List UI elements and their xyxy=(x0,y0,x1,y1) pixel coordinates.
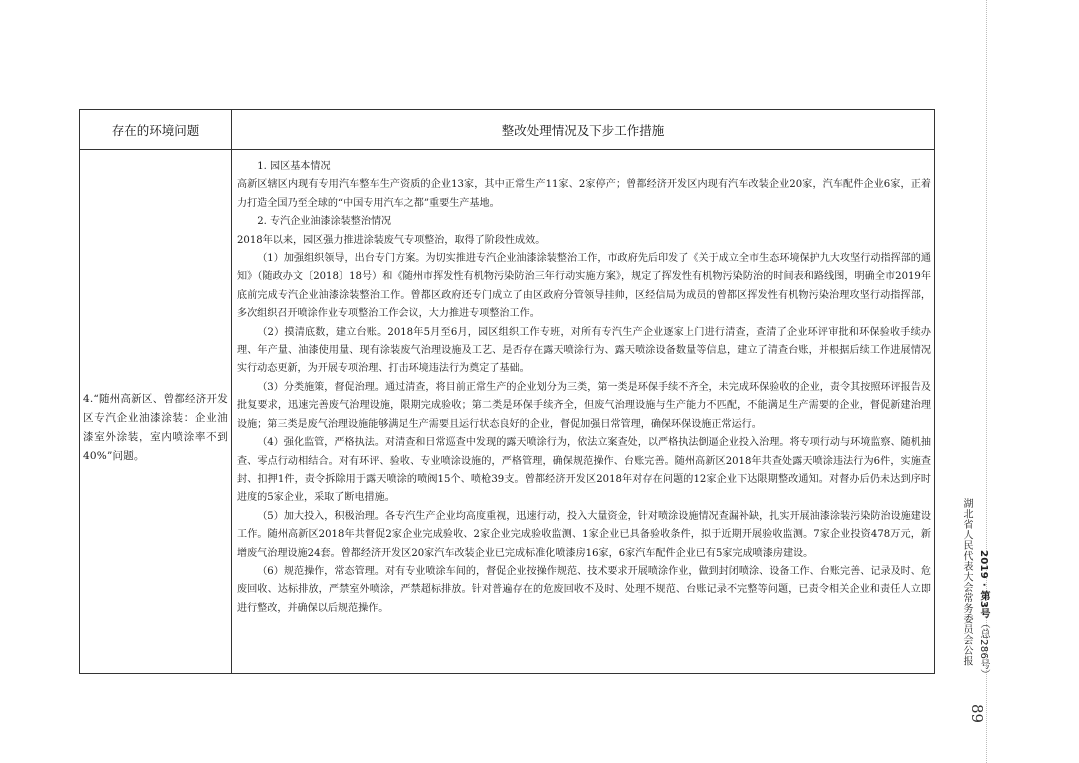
measure-paragraph: （2）摸清底数，建立台账。2018年5月至6月，园区组织工作专班，对所有专汽生产企业逐家上门进行清查，查清了企业环评审批和环保验收手续办理、年产量、油漆使用量、现有涂装废气治理设施及工艺、是否存在露天喷涂行为、露天喷涂设备数量等信息，建立了清查台账，并根据后续工作进展情况实行动态更新，为开展专项治理、打击环境违法行为奠定了基础。 xyxy=(237,326,931,375)
page-number: 89 xyxy=(968,704,986,724)
table-row xyxy=(80,150,934,673)
measure-paragraph: 高新区辖区内现有专用汽车整车生产资质的企业13家，其中正常生产11家、2家停产；曾都经济开发区内现有汽车改装企业20家，汽车配件企业6家，正着力打造全国乃至全球的“中国专用汽车之都”重要生产基地。 xyxy=(237,179,931,209)
issue-text: 4.“随州高新区、曾都经济开发区专汽企业油漆涂装：企业油漆室外涂装，室内喷涂率不到40%”问题。 xyxy=(83,392,228,462)
rectification-table xyxy=(79,109,935,674)
measure-paragraph: （1）加强组织领导，出台专门方案。为切实推进专汽企业油漆涂装整治工作，市政府先后印发了《关于成立全市生态环境保护九大攻坚行动指挥部的通知》（随政办文〔2018〕18号）和《随州市挥发性有机物污染防治三年行动实施方案》，规定了挥发性有机物污染防治的时间表和路线图，明确全市2019年底前完成专汽企业油漆涂装整治工作。曾都区政府还专门成立了由区政府分管领导挂帅，区经信局为成员的曾都区挥发性有机物污染治理攻坚行动指挥部，多次组织召开喷涂作业专项整治工作会议，大力推进专项整治工作。 xyxy=(237,253,931,320)
table-header-row xyxy=(80,110,934,150)
measure-paragraph: 2018年以来，园区强力推进涂装废气专项整治，取得了阶段性成效。 xyxy=(237,234,546,246)
publication-title: 湖北省人民代表大会常务委员会公报 xyxy=(961,498,972,666)
issue-cell xyxy=(80,150,232,673)
measure-paragraph: 1. 园区基本情况 xyxy=(257,161,331,172)
measures-cell xyxy=(232,150,934,673)
year-issue: 2019 · 第3号 xyxy=(978,550,989,619)
measure-paragraph: （3）分类施策，督促治理。通过清查，将目前正常生产的企业划分为三类，第一类是环保手续不齐全，未完成环保验收的企业，责令其按照环评报告及批复要求，迅速完善废气治理设施，限期完成验收；第二类是环保手续齐全，但废气治理设施与生产能力不匹配，不能满足生产需要的企业，督促新建治理设施；第三类是废气治理设施能够满足生产需要且运行状态良好的企业，督促加强日常管理，确保环保设施正常运行。 xyxy=(237,381,931,430)
measure-paragraph: （4）强化监管，严格执法。对清查和日常巡查中发现的露天喷涂行为，依法立案查处，以严格执法倒逼企业投入治理。将专项行动与环境监察、随机抽查、零点行动相结合。对有环评、验收、专业喷涂设施的，严格管理，确保规范操作、台账完善。随州高新区2018年共查处露天喷涂违法行为6件，实施查封、扣押1件，责令拆除用于露天喷涂的喷阀15个、喷枪39支。曾都经济开发区2018年对存在问题的12家企业下达限期整改通知。对督办后仍未达到序时进度的5家企业，采取了断电措施。 xyxy=(237,437,931,504)
issue-number xyxy=(976,550,991,680)
header-measures: 整改处理情况及下步工作措施 xyxy=(501,122,665,138)
measure-paragraph: （6）规范操作，常态管理。对有专业喷涂车间的，督促企业按操作规范、技术要求开展喷涂作业，做到封闭喷涂、设备工作、台账完善、记录及时、危废回收、达标排放，严禁室外喷涂，严禁超标排放。针对普遍存在的危废回收不及时、处理不规范、台账记录不完整等问题，已责令相关企业和责任人立即进行整改，并确保以后规范操作。 xyxy=(237,565,931,614)
measure-paragraph: （5）加大投入，积极治理。各专汽生产企业均高度重视，迅速行动，投入大量资金，针对喷涂设施情况查漏补缺，扎实开展油漆涂装污染防治设施建设工作。随州高新区2018年共督促2家企业完成验收、2家企业完成验收监测、1家企业已具备验收条件，拟于近期开展验收监测。7家企业投资478万元，新增废气治理设施24套。曾都经济开发区20家汽车改装企业已完成标准化喷漆房16家，6家汽车配件企业已有5家完成喷漆房建设。 xyxy=(237,510,931,559)
total-issue: （总286号） xyxy=(978,618,989,680)
header-issue: 存在的环境问题 xyxy=(80,110,232,149)
measure-paragraph: 2. 专汽企业油漆涂装整治情况 xyxy=(257,216,392,228)
